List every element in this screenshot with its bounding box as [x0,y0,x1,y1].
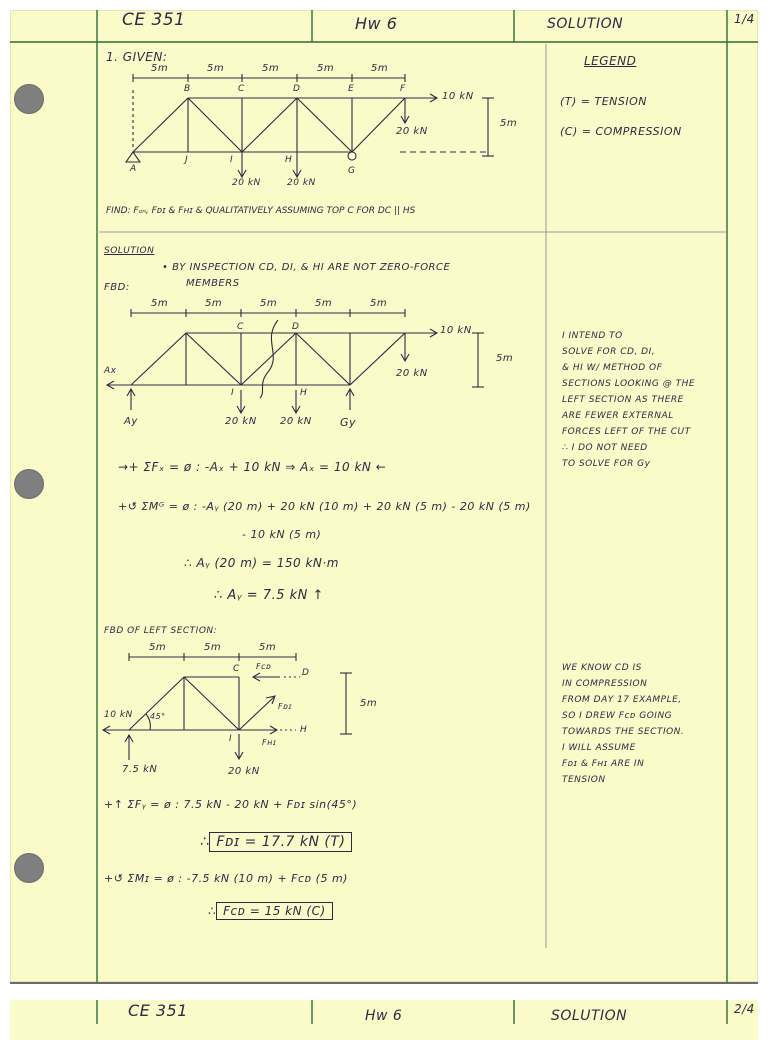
result-fcd: ∴ Fᴄᴅ = 15 kN (C) [208,904,333,918]
note-line: Fᴅɪ & Fʜɪ ARE IN [562,759,645,769]
given-spacing: 5m [371,63,389,74]
given-spacing: 5m [207,63,225,74]
given-spacing: 5m [262,63,280,74]
legend-title: LEGEND [584,54,637,68]
given-height: 5m [500,118,518,129]
note-line: WE KNOW CD IS [562,663,642,673]
note-line: ARE FEWER EXTERNAL [562,411,674,421]
solution-line1: • BY INSPECTION CD, DI, & HI ARE NOT ZERO-FORCE [162,262,451,273]
fbd-spacing: 5m [370,298,388,309]
node-label: F [400,84,406,94]
fbd-load: 20 kN [280,416,312,427]
fbd-node-label: D [292,322,300,332]
note-line: ∴ I DO NOT NEED [562,443,648,453]
note-line: FORCES LEFT OF THE CUT [562,427,691,437]
note-line: SO I DREW Fᴄᴅ GOING [562,711,673,721]
fbd-spacing: 5m [260,298,278,309]
note-line: IN COMPRESSION [562,679,648,689]
angle-label: 45° [150,712,166,721]
note-line: I INTEND TO [562,331,623,341]
note-line: & HI W/ METHOD OF [562,363,663,373]
node-label: D [293,84,301,94]
given-spacing: 5m [317,63,335,74]
next-page-number: 2/4 [734,1002,755,1016]
left-spacing: 5m [149,642,167,653]
fbd-node-label: I [231,388,235,398]
fbd-spacing: 5m [205,298,223,309]
force-hi-label: Fʜɪ [262,738,277,747]
left-load: 20 kN [228,766,260,777]
node-label: H [285,155,293,165]
find-statement: FIND: Fₒₙ, Fᴅɪ & Fʜɪ & QUALITATIVELY ASSUMING TOP C FOR DC || HS [106,206,416,216]
load-h: 20 kN [287,178,316,188]
note-compression [562,660,684,788]
next-course-code: CE 351 [128,1001,188,1020]
node-label: I [230,155,234,165]
equation-sum-mi: +↺ ΣMɪ = ø : -7.5 kN (10 m) + Fᴄᴅ (5 m) [104,872,348,885]
result-fdi: ∴ Fᴅɪ = 17.7 kN (T) [200,834,352,850]
course-code: CE 351 [122,10,186,30]
note-method-of-sections [562,328,695,472]
given-spacing: 5m [151,63,169,74]
node-label: J [185,155,189,165]
legend-item: (T) = TENSION [560,95,648,108]
node-label: E [348,84,355,94]
left-load: 7.5 kN [122,764,158,775]
left-spacing: 5m [259,642,277,653]
fbd-load: 10 kN [440,325,472,336]
note-line: LEFT SECTION AS THERE [562,395,684,405]
section-label: SOLUTION [547,16,624,32]
equation-sum-fx: →+ ΣFₓ = ø : -Aₓ + 10 kN ⇒ Aₓ = 10 kN ← [118,460,387,474]
fbd-height: 5m [496,353,514,364]
solution-heading: SOLUTION [104,246,155,256]
force-di-label: Fᴅɪ [278,702,292,711]
load-f-horizontal: 10 kN [442,91,474,102]
equation-sum-mg: +↺ ΣMᴳ = ø : -Aᵧ (20 m) + 20 kN (10 m) + 20 kN (5 m) - 20 kN (5 m) [118,500,531,513]
fbd-gy-label: Gy [340,416,357,429]
note-line: I WILL ASSUME [562,743,636,753]
result-fcd-box: Fᴄᴅ = 15 kN (C) [216,902,333,920]
left-node-label: D [302,668,310,678]
load-f-vertical: 20 kN [396,126,428,137]
left-spacing: 5m [204,642,222,653]
fbd-ay-label: Ay [124,416,138,427]
force-cd-label: Fᴄᴅ [256,662,272,671]
equation-sum-mg-cont: - 10 kN (5 m) [242,528,322,541]
equation-sum-fy: +↑ ΣFᵧ = ø : 7.5 kN - 20 kN + Fᴅɪ sin(45°) [104,798,358,811]
note-line: TO SOLVE FOR Gy [562,459,651,469]
result-fdi-box: Fᴅɪ = 17.7 kN (T) [209,832,352,852]
node-label: C [238,84,245,94]
equation-ay-moment: ∴ Aᵧ (20 m) = 150 kN·m [184,556,339,570]
note-line: TOWARDS THE SECTION. [562,727,685,737]
next-assignment-label: Hw 6 [365,1008,403,1024]
left-load: 10 kN [104,710,133,720]
left-height: 5m [360,698,378,709]
given-heading: 1. GIVEN: [106,50,168,64]
node-label: G [348,166,356,176]
equation-ay-result: ∴ Aᵧ = 7.5 kN ↑ [214,588,324,603]
fbd-ax-label: Ax [104,366,117,376]
load-i: 20 kN [232,178,261,188]
next-section-label: SOLUTION [551,1008,628,1024]
node-label: B [184,84,191,94]
node-label: A [130,164,137,174]
note-line: SOLVE FOR CD, DI, [562,347,656,357]
fbd-node-label: H [300,388,308,398]
fbd-load: 20 kN [396,368,428,379]
left-node-label: I [229,734,233,744]
fbd-spacing: 5m [151,298,169,309]
fbd-load: 20 kN [225,416,257,427]
fbd-node-label: C [237,322,244,332]
solution-line2: MEMBERS [186,278,240,289]
note-line: FROM DAY 17 EXAMPLE, [562,695,682,705]
fbd-left-label: FBD OF LEFT SECTION: [104,626,218,636]
assignment-label: Hw 6 [355,14,398,33]
legend-item: (C) = COMPRESSION [560,125,682,138]
left-node-label: H [300,725,308,735]
left-node-label: C [233,664,240,674]
page-number: 1/4 [734,12,755,26]
note-line: TENSION [562,775,606,785]
note-line: SECTIONS LOOKING @ THE [562,379,696,389]
fbd-spacing: 5m [315,298,333,309]
fbd-label: FBD: [104,282,130,293]
